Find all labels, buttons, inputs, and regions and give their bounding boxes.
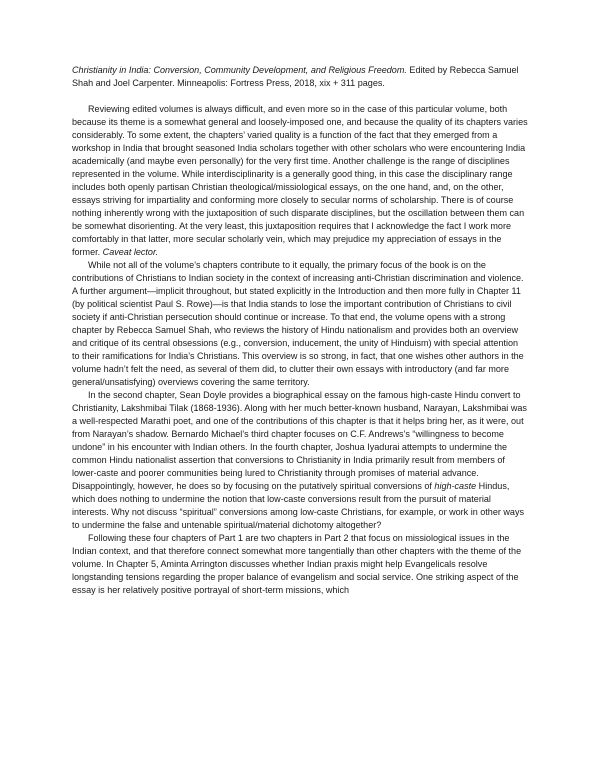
paragraph-3-text-b: Hindus, which does nothing to undermine the notion that low-caste conversions result from the pursuit of material interests. Why not discuss “spiritual” conversions among low-caste Christians, for example, or work in other ways to undermine the false and untenable spiritual/material dichotomy altogether? — [72, 481, 525, 530]
paragraph-3-text-a: In the second chapter, Sean Doyle provides a biographical essay on the famous high-caste Hindu convert to Christianity, Lakshmibai Tilak (1868-1936). Along with her much better-known husband, Narayan, Lakshmibai was a well-respected Marathi poet, and one of the contributions of this chapter is that it helps bring her, as it were, out from Narayan’s shadow. Bernardo Michael’s third chapter focuses on C.F. Andrews’s “willingness to become undone” in his encounter with Indian others. In the fourth chapter, Joshua Iyadurai attempts to undermine the common Hindu nationalist assertion that conversions to Christianity in India primarily result from members of lower-caste and poorer communities being lured to Christianity through promises of material advance. Disappointingly, however, he does so by focusing on the putatively spiritual conversions of — [72, 390, 527, 491]
paragraph-2: While not all of the volume’s chapters contribute to it equally, the primary focus of the book is on the contributions of Christians to Indian society in the context of increasing anti-Christian discrimination and violence. A further argument—implicit throughout, but stated explicitly in the Introduction and then more fully in Chapter 11 (by political scientist Paul S. Rowe)—is that India stands to lose the important contribution of Christians to civil society if anti-Christian persecution should continue or increase. To that end, the volume opens with a strong chapter by Rebecca Samuel Shah, who reviews the history of Hindu nationalism and provides both an overview and critique of its central obsessions (e.g., conversion, inducement, the unity of Hinduism) with special attention to their ramifications for India’s Christians. This overview is so strong, in fact, that one wishes other authors in the volume hadn’t felt the need, as several of them did, to clutter their own essays with introductory (and far more general/unsatisfying) overviews covering the same territory. — [72, 260, 524, 387]
paragraph-1-text: Reviewing edited volumes is always difficult, and even more so in the case of this particular volume, both because its theme is a somewhat general and loosely-imposed one, and because the quality of its chapters varies considerably. To some extent, the chapters’ varied quality is a function of the fact that they emerged from a workshop in India that brought seasoned India scholars together with other scholars who were encountering India academically (and maybe even personally) for the very first time. Another challenge is the range of disciplines represented in the volume. While interdisciplinarity is a generally good thing, in this case the disciplinary range includes both openly partisan Christian theological/missiological essays, on the one hand, and, on the other, essays striving for impartiality and conforming more closely to secular norms of scholarship. There is of course nothing inherently wrong with the juxtaposition of such disparate disciplines, but the oscillation between them can be somewhat disorienting. At the very least, this juxtaposition requires that I acknowledge the fact I work more comfortably in that latter, more secular scholarly vein, which may prejudice my appreciation of essays in the former. — [72, 104, 528, 257]
high-caste-emphasis: high-caste — [434, 481, 477, 491]
book-details: Edited by Rebecca Samuel Shah and Joel Carpenter. Minneapolis: Fortress Press, 2018, xix + 311 pages. — [72, 65, 519, 88]
paragraph-1 — [72, 103, 528, 259]
paragraph-4: Following these four chapters of Part 1 are two chapters in Part 2 that focus on missiological issues in the Indian context, and that therefore connect somewhat more tangentially than other chapters with the theme of the volume. In Chapter 5, Aminta Arrington discusses whether Indian praxis might help Evangelicals resolve longstanding tensions regarding the proper balance of evangelism and social service. One striking aspect of the essay is her relatively positive portrayal of short-term missions, which — [72, 533, 522, 595]
caveat-lector: Caveat lector. — [102, 247, 159, 257]
paragraph-3 — [72, 389, 528, 532]
book-title: Christianity in India: Conversion, Community Development, and Religious Freedom. — [72, 65, 407, 75]
book-citation — [72, 64, 528, 90]
document-page — [72, 64, 528, 597]
